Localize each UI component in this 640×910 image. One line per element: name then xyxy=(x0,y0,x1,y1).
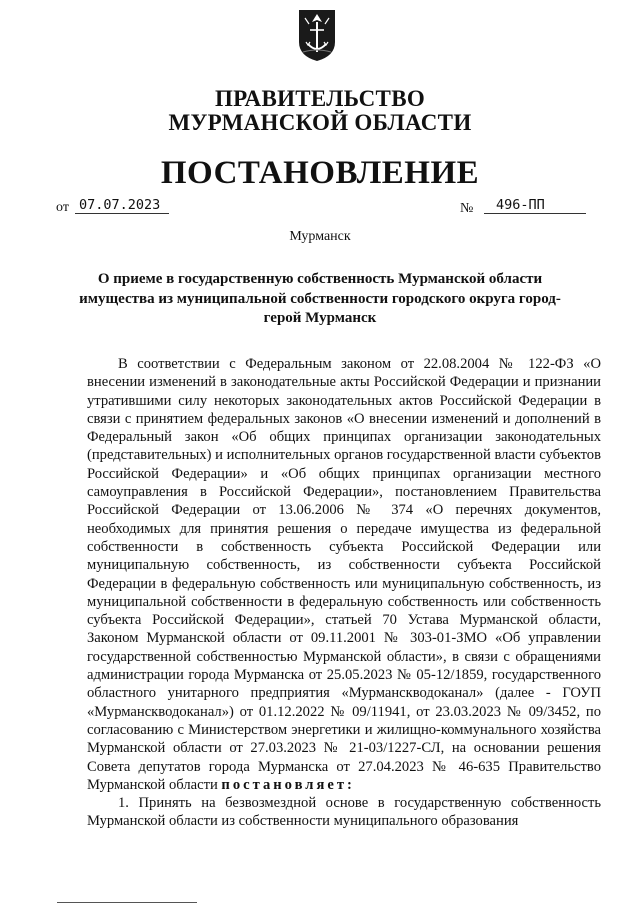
number-prefix: № xyxy=(460,201,474,216)
document-body xyxy=(87,355,601,831)
document-number: 496-ПП xyxy=(484,197,586,214)
body-paragraph-2: 1. Принять на безвозмездной основе в государственную собственность Мурманской области из собственности муниципального образования xyxy=(87,795,601,830)
government-title-line1: ПРАВИТЕЛЬСТВО xyxy=(214,86,426,111)
government-title-line2: МУРМАНСКОЙ ОБЛАСТИ xyxy=(168,110,472,135)
date-prefix: от xyxy=(56,200,69,215)
city-name: Мурманск xyxy=(289,229,351,244)
coat-of-arms-emblem xyxy=(297,8,337,62)
coat-of-arms-icon xyxy=(297,8,337,62)
footer-divider xyxy=(57,902,197,903)
document-type-title: ПОСТАНОВЛЕНИЕ xyxy=(160,155,480,191)
body-paragraph-1 xyxy=(87,355,601,794)
document-date: 07.07.2023 xyxy=(75,197,169,214)
paragraph-1-text: В соответствии с Федеральным законом от 22.08.2004 № 122-ФЗ «О внесении изменений в законодательные акты Российской Федерации и признании утратившими силу некоторых законодательных актов Российской Федерации в связи с принятием федеральных законов «О внесении изменений и дополнений в Федеральный закон «Об общих принципах организации законодательных (представительных) и исполнительных органов государственной власти субъектов Российской Федерации» и «Об общих принципах организации местного самоуправления в Российской Федерации», постановлением Правительства Российской Федерации от 13.06.2006 № 374 «О перечнях документов, необходимых для принятия решения о передаче имущества из федеральной собственности в собственность субъекта Российской Федерации или муниципальную собственность, из собственности субъекта Российской Федерации в федеральную собственность или муниципальную собственность, из муниципальной собственности в федеральную собственность или собственность субъекта Российской Федерации», статьей 70 Устава Мурманской области, Законом Мурманской области от 09.11.2001 № 303-01-ЗМО «Об управлении государственной собственностью Мурманской области», в связи с обращениями администрации города Мурманска от 25.05.2023 № 05-12/1859, государственного областного унитарного предприятия «Мурманскводоканал» (далее - ГОУП «Мурманскводоканал») от 01.12.2022 № 09/11941, от 23.03.2023 № 09/3452, по согласованию с Министерством энергетики и жилищно-коммунального хозяйства Мурманской области от 27.03.2023 № 21-03/1227-СЛ, на основании решения Совета депутатов города Мурманска от 27.04.2023 № 46-635 Правительство Мурманской области xyxy=(87,356,601,793)
document-subject: О приеме в государственную собственность Мурманской области имущества из муниципальной собственности городского округа город-герой Мурманск xyxy=(79,271,561,326)
decree-keyword: постановляет: xyxy=(221,776,355,793)
